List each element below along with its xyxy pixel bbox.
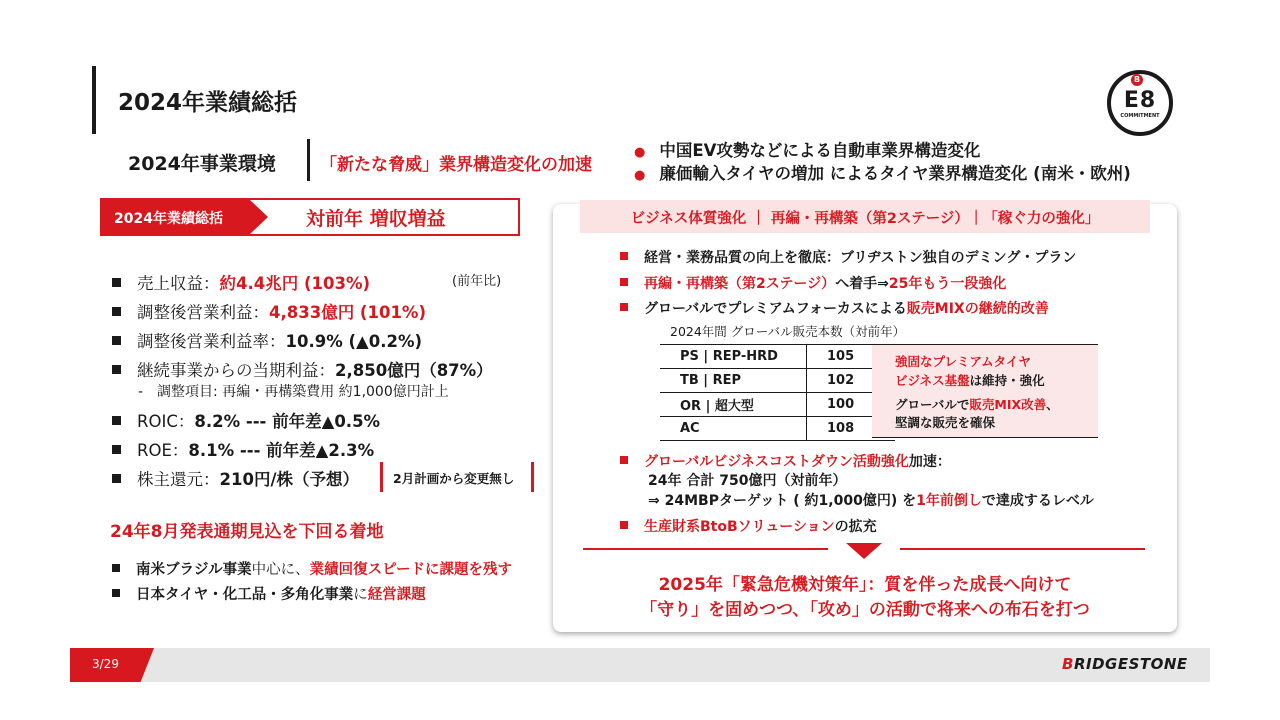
square-bullet-icon (620, 303, 628, 311)
cost-subline: 24年 合計 750億円（対前年） (648, 473, 847, 489)
kpi-item: 継続事業からの当期利益：2,850億円（87%） (112, 357, 493, 381)
outlook-heading: 24年8月発表通期見込を下回る着地 (110, 522, 384, 542)
kpi-item: 株主還元：210円/株（予想） (112, 466, 359, 490)
table-row: TB | REP 102 (660, 369, 895, 393)
environment-divider (307, 139, 310, 181)
table-row: PS | REP-HRD 105 (660, 345, 895, 369)
environment-bullet: ● 中国EV攻勢などによる自動車業界構造変化 (634, 141, 981, 160)
issue-item: 南米ブラジル事業中心に、業績回復スピードに課題を残す (112, 558, 512, 579)
strategy-bullet: グローバルビジネスコストダウン活動強化加速： (620, 451, 951, 471)
environment-headline: 「新たな脅威」業界構造変化の加速 (320, 155, 592, 175)
kpi-subnote: - 調整項目: 再編・再構築費用 約1,000億円計上 (138, 384, 449, 400)
logo-e8-text: E8 (1123, 88, 1157, 113)
page-number: 3/29 (92, 657, 119, 671)
bridgestone-logo: BRIDGESTONE (1062, 655, 1188, 673)
kpi-item: 売上収益：約4.4兆円 (103%) (112, 270, 370, 294)
square-bullet-icon (112, 445, 121, 454)
kpi-item: 調整後営業利益：4,833億円 (101%) (112, 299, 426, 323)
table-note-line: グローバルで販売MIX改善、 (895, 397, 1059, 412)
logo-tagline: COMMITMENT (1120, 113, 1160, 119)
square-bullet-icon (620, 252, 628, 260)
summary-banner-tag-label: 2024年業績総括 (114, 211, 223, 227)
kpi-item: ROIC：8.2% --- 前年差▲0.5% (112, 408, 380, 432)
table-note-line: 強固なプレミアムタイヤ (895, 354, 1031, 369)
kpi-item: 調整後営業利益率：10.9% (▲0.2%) (112, 328, 422, 352)
square-bullet-icon (112, 365, 121, 374)
kpi-item: ROE：8.1% --- 前年差▲2.3% (112, 437, 374, 461)
cost-subline: ⇒ 24MBPターゲット ( 約1,000億円) を1年前倒しで達成するレベル (648, 493, 1094, 509)
strategy-bullet: グローバルでプレミアムフォーカスによる販売MIXの継続的改善 (620, 298, 1049, 318)
table-note-line: ビジネス基盤は維持・強化 (895, 373, 1045, 388)
plan-unchanged-label: 2月計画から変更無し (393, 471, 515, 486)
summary-banner-headline: 対前年 増収増益 (306, 208, 446, 230)
square-bullet-icon (112, 307, 121, 316)
issue-item: 日本タイヤ・化工品・多角化事業に経営課題 (112, 583, 426, 604)
table-note-line: 堅調な販売を確保 (895, 415, 996, 430)
environment-label: 2024年事業環境 (128, 153, 276, 175)
conclusion-line: 2025年「緊急危機対策年」：質を伴った成長へ向けて (658, 575, 1072, 595)
square-bullet-icon (112, 416, 121, 425)
square-bullet-icon (112, 589, 120, 597)
sales-volume-table (660, 344, 895, 441)
square-bullet-icon (112, 474, 121, 483)
square-bullet-icon (112, 564, 120, 572)
table-row: OR | 超大型 100 (660, 393, 895, 417)
strategy-bullet: 再編・再構築（第2ステージ）へ着手⇒25年もう一段強化 (620, 273, 1006, 293)
conclusion-divider (900, 548, 1145, 550)
strategy-bullet: 生産財系BtoBソリューションの拡充 (620, 516, 877, 536)
environment-bullet: ● 廉価輸入タイヤの増加 によるタイヤ業界構造変化 (南米・欧州) (634, 164, 1131, 183)
square-bullet-icon (112, 336, 121, 345)
conclusion-line: 「守り」を固めつつ、「攻め」の活動で将来への布石を打つ (640, 600, 1090, 620)
square-bullet-icon (112, 278, 121, 287)
page-title: 2024年業績総括 (118, 90, 298, 116)
logo-b-mark: B (1131, 74, 1143, 86)
down-arrow-icon (846, 543, 882, 559)
square-bullet-icon (620, 521, 628, 529)
footer-bar (70, 648, 1210, 682)
square-bullet-icon (620, 456, 628, 464)
table-row: AC 108 (660, 417, 895, 441)
yoy-note: (前年比) (452, 274, 502, 289)
strategy-bullet: 経営・業務品質の向上を徹底：ブリヂストン独自のデミング・プラン (620, 247, 1076, 267)
sales-table-caption: 2024年間 グローバル販売本数（対前年） (670, 324, 906, 339)
strategy-banner-label: ビジネス体質強化 ｜ 再編・再構築（第2ステージ）｜「稼ぐ力の強化」 (630, 211, 1100, 227)
square-bullet-icon (620, 278, 628, 286)
conclusion-divider (583, 548, 828, 550)
title-accent-bar (92, 66, 96, 134)
